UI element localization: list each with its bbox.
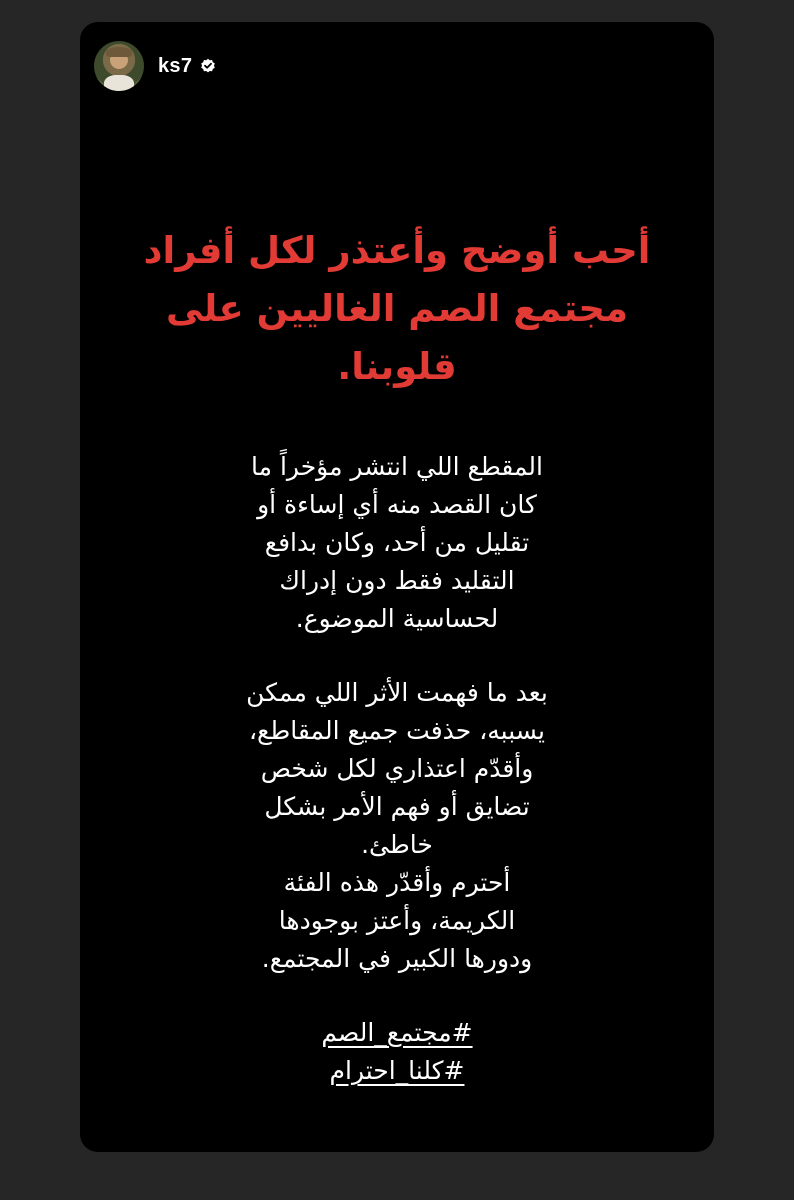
- avatar[interactable]: [94, 41, 144, 91]
- story-card[interactable]: [80, 22, 714, 1152]
- hashtags: [120, 1014, 674, 1090]
- hashtag-all-respect[interactable]: #كلنا_احترام: [329, 1056, 465, 1085]
- paragraph-apology: بعد ما فهمت الأثر اللي ممكن يسببه، حذفت جميع المقاطع، وأقدّم اعتذاري لكل شخص تضايق أو فهم الأمر بشكل خاطئ. أحترم وأقدّر هذه الفئة الكريمة، وأعتز بوجودها ودورها الكبير في المجتمع.: [246, 678, 548, 973]
- hashtag-deaf-community[interactable]: #مجتمع_الصم: [321, 1018, 473, 1047]
- verified-badge-icon: [200, 58, 216, 74]
- story-content: [120, 222, 674, 1090]
- avatar-hat-shape: [106, 47, 132, 57]
- story-header: [94, 36, 216, 96]
- paragraph-explanation: المقطع اللي انتشر مؤخراً ما كان القصد منه أي إساءة أو تقليل من أحد، وكان بدافع التقليد فقط دون إدراك لحساسية الموضوع.: [251, 452, 543, 633]
- username[interactable]: ks7: [158, 54, 193, 77]
- headline: أحب أوضح وأعتذر لكل أفراد مجتمع الصم الغاليين على قلوبنا.: [143, 229, 651, 388]
- avatar-body-shape: [104, 75, 134, 91]
